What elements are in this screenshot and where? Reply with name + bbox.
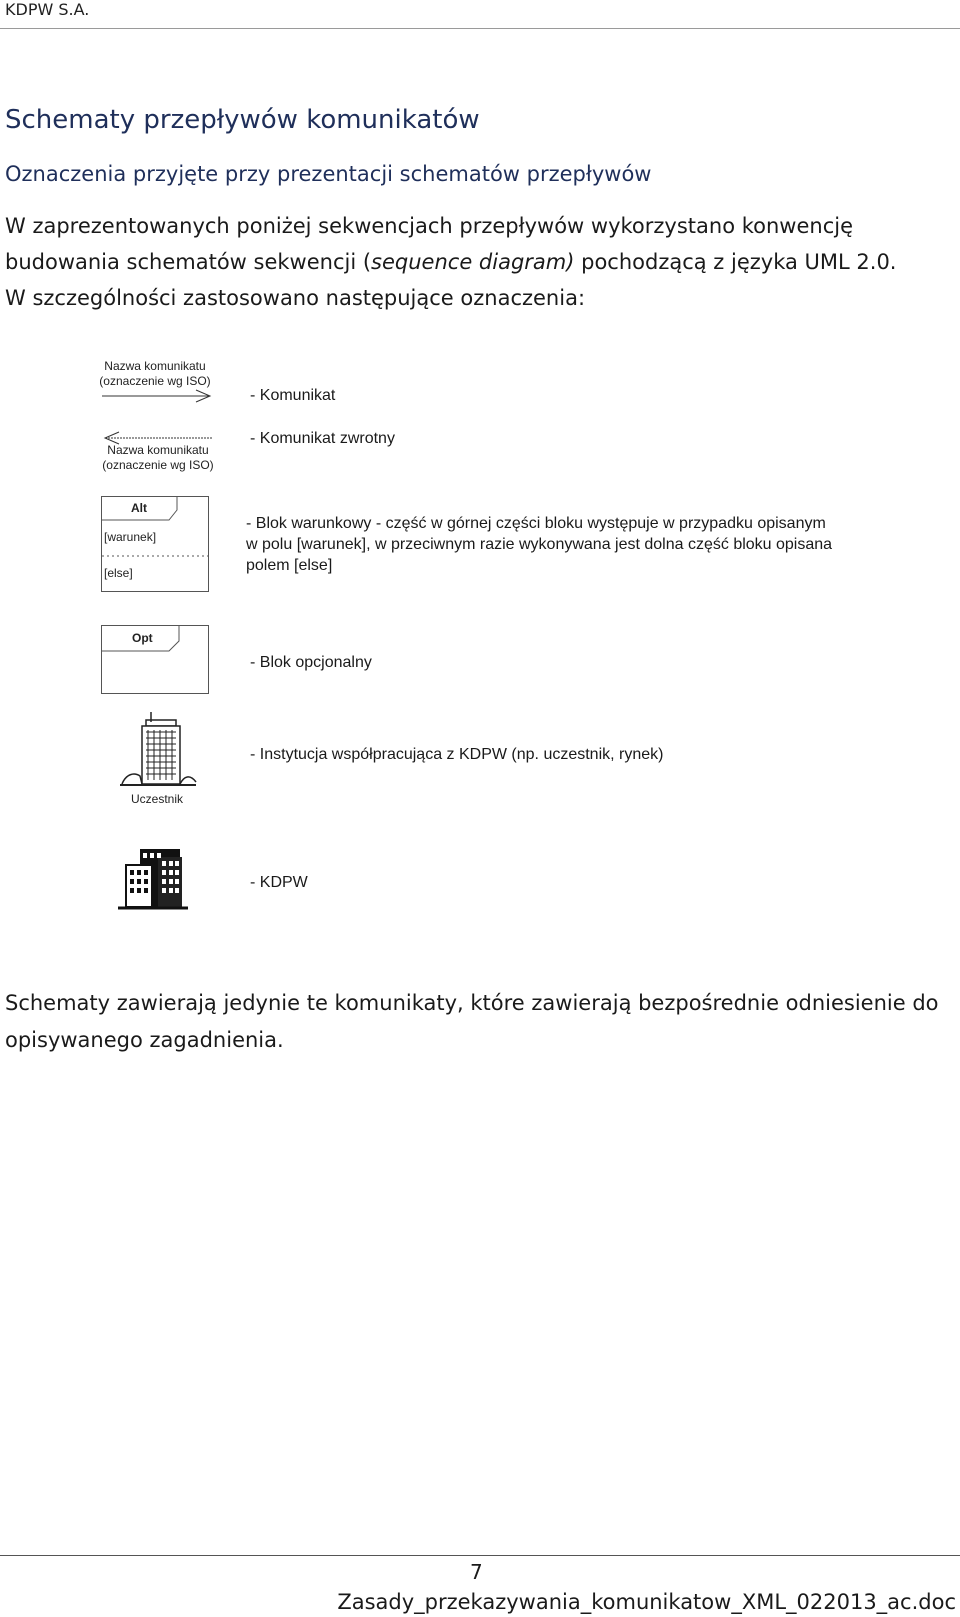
message-label-line1: Nazwa komunikatu (104, 359, 206, 373)
return-message-label-line2: (oznaczenie wg ISO) (102, 458, 214, 472)
opt-block-icon (101, 625, 211, 696)
intro-paragraph-2: W szczególności zastosowano następujące oznaczenia: (5, 286, 586, 310)
kdpw-desc: - KDPW (250, 874, 308, 891)
skyscraper-icon (118, 710, 198, 788)
intro-part1: W zaprezentowanych poniżej sekwencjach przepływów wykorzystano konwencję budowania schematów sekwencji ( (5, 214, 853, 274)
alt-block-title: Alt (131, 501, 147, 515)
page-number: 7 (470, 1560, 483, 1584)
footer-filename: Zasady_przekazywania_komunikatow_XML_022013_ac.doc (337, 1590, 956, 1614)
header-company: KDPW S.A. (5, 0, 90, 19)
opt-block-title: Opt (132, 631, 153, 645)
office-buildings-icon (118, 843, 190, 911)
participant-label: Uczestnik (131, 792, 184, 806)
closing-paragraph: Schematy zawierają jedynie te komunikaty, które zawierają bezpośrednie odniesienie do opisywanego zagadnienia. (5, 991, 939, 1052)
alt-block-condition: [warunek] (104, 530, 157, 544)
participant-desc: - Instytucja współpracująca z KDPW (np. uczestnik, rynek) (250, 746, 664, 763)
alt-block-else: [else] (104, 566, 133, 580)
intro-paragraph (5, 208, 955, 280)
intro-italic: sequence diagram) (371, 250, 575, 274)
return-message-label-line1: Nazwa komunikatu (107, 443, 209, 457)
intro-part2: pochodzącą z języka UML 2.0. (574, 250, 897, 274)
alt-block-desc: - Blok warunkowy - część w górnej części bloku występuje w przypadku opisanym w polu [warunek], w przeciwnym razie wykonywana jest dolna część bloku opisana polem [else] (246, 515, 833, 574)
header-divider (0, 28, 960, 29)
section-subtitle: Oznaczenia przyjęte przy prezentacji schematów przepływów (5, 162, 652, 186)
message-arrow-icon (100, 389, 215, 403)
return-message-desc: - Komunikat zwrotny (250, 430, 395, 447)
message-desc: - Komunikat (250, 387, 336, 404)
message-label-line2: (oznaczenie wg ISO) (99, 374, 211, 388)
footer-divider (0, 1555, 960, 1556)
message-label (95, 359, 215, 389)
section-title: Schematy przepływów komunikatów (5, 105, 480, 135)
opt-block-desc: - Blok opcjonalny (250, 654, 372, 671)
return-message-label (98, 443, 218, 473)
